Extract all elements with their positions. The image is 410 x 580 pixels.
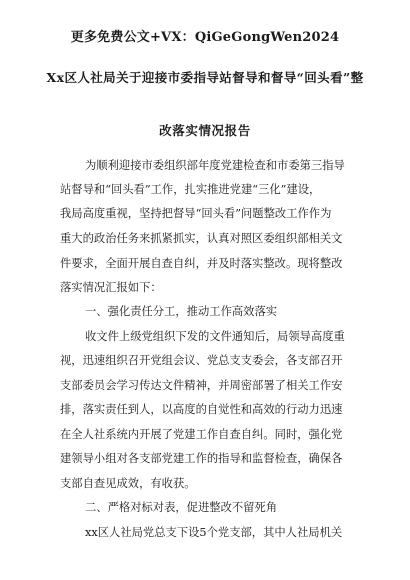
document-title-line-2: 改落实情况报告 bbox=[159, 123, 251, 138]
section-heading-2: 二、严格对标对表，促进整改不留死角 bbox=[85, 501, 278, 514]
body-line: 件要求，全面开展自查自纠，并及时落实整改。现将整改 bbox=[60, 257, 343, 270]
body-line: 在全人社系统内开展了党建工作自查自纠。同时，强化党 bbox=[60, 428, 343, 441]
body-line: 站督导和“回头看”工作，扎实推进党建“三化”建设， bbox=[60, 183, 321, 196]
body-line: 我局高度重视，坚持把督导“回头看”问题整改工作作为 bbox=[60, 207, 332, 220]
body-line: 为顺利迎接市委组织部年度党建检查和市委第三指导 bbox=[85, 159, 345, 172]
body-line: xx区人社局党总支下设5个党支部，其中人社局机关 bbox=[85, 526, 343, 539]
body-line: 重大的政治任务来抓紧抓实，认真对照区委组织部相关文 bbox=[60, 232, 343, 245]
body-line: 排，落实责任到人，以高度的自觉性和高效的行动力迅速 bbox=[60, 403, 343, 416]
body-line: 收文件上级党组织下发的文件通知后，局领导高度重 bbox=[85, 330, 345, 343]
body-line: 建领导小组对各支部党建工作的指导和监督检查，确保各 bbox=[60, 452, 343, 465]
body-line: 落实情况汇报如下： bbox=[60, 281, 162, 294]
body-line: 视，迅速组织召开党组会议、党总支支委会，各支部召开 bbox=[60, 354, 343, 367]
watermark-header: 更多免费公文+VX：QiGeGongWen2024 bbox=[70, 30, 340, 45]
body-line: 支部自查见成效，有收获。 bbox=[60, 477, 196, 490]
document-title-line-1: Xx区人社局关于迎接市委指导站督导和督导“回头看”整 bbox=[46, 70, 364, 85]
section-heading-1: 一、强化责任分工，推动工作高效落实 bbox=[85, 305, 278, 318]
body-line: 支部委员会学习传达文件精神，并周密部署了相关工作安 bbox=[60, 379, 343, 392]
